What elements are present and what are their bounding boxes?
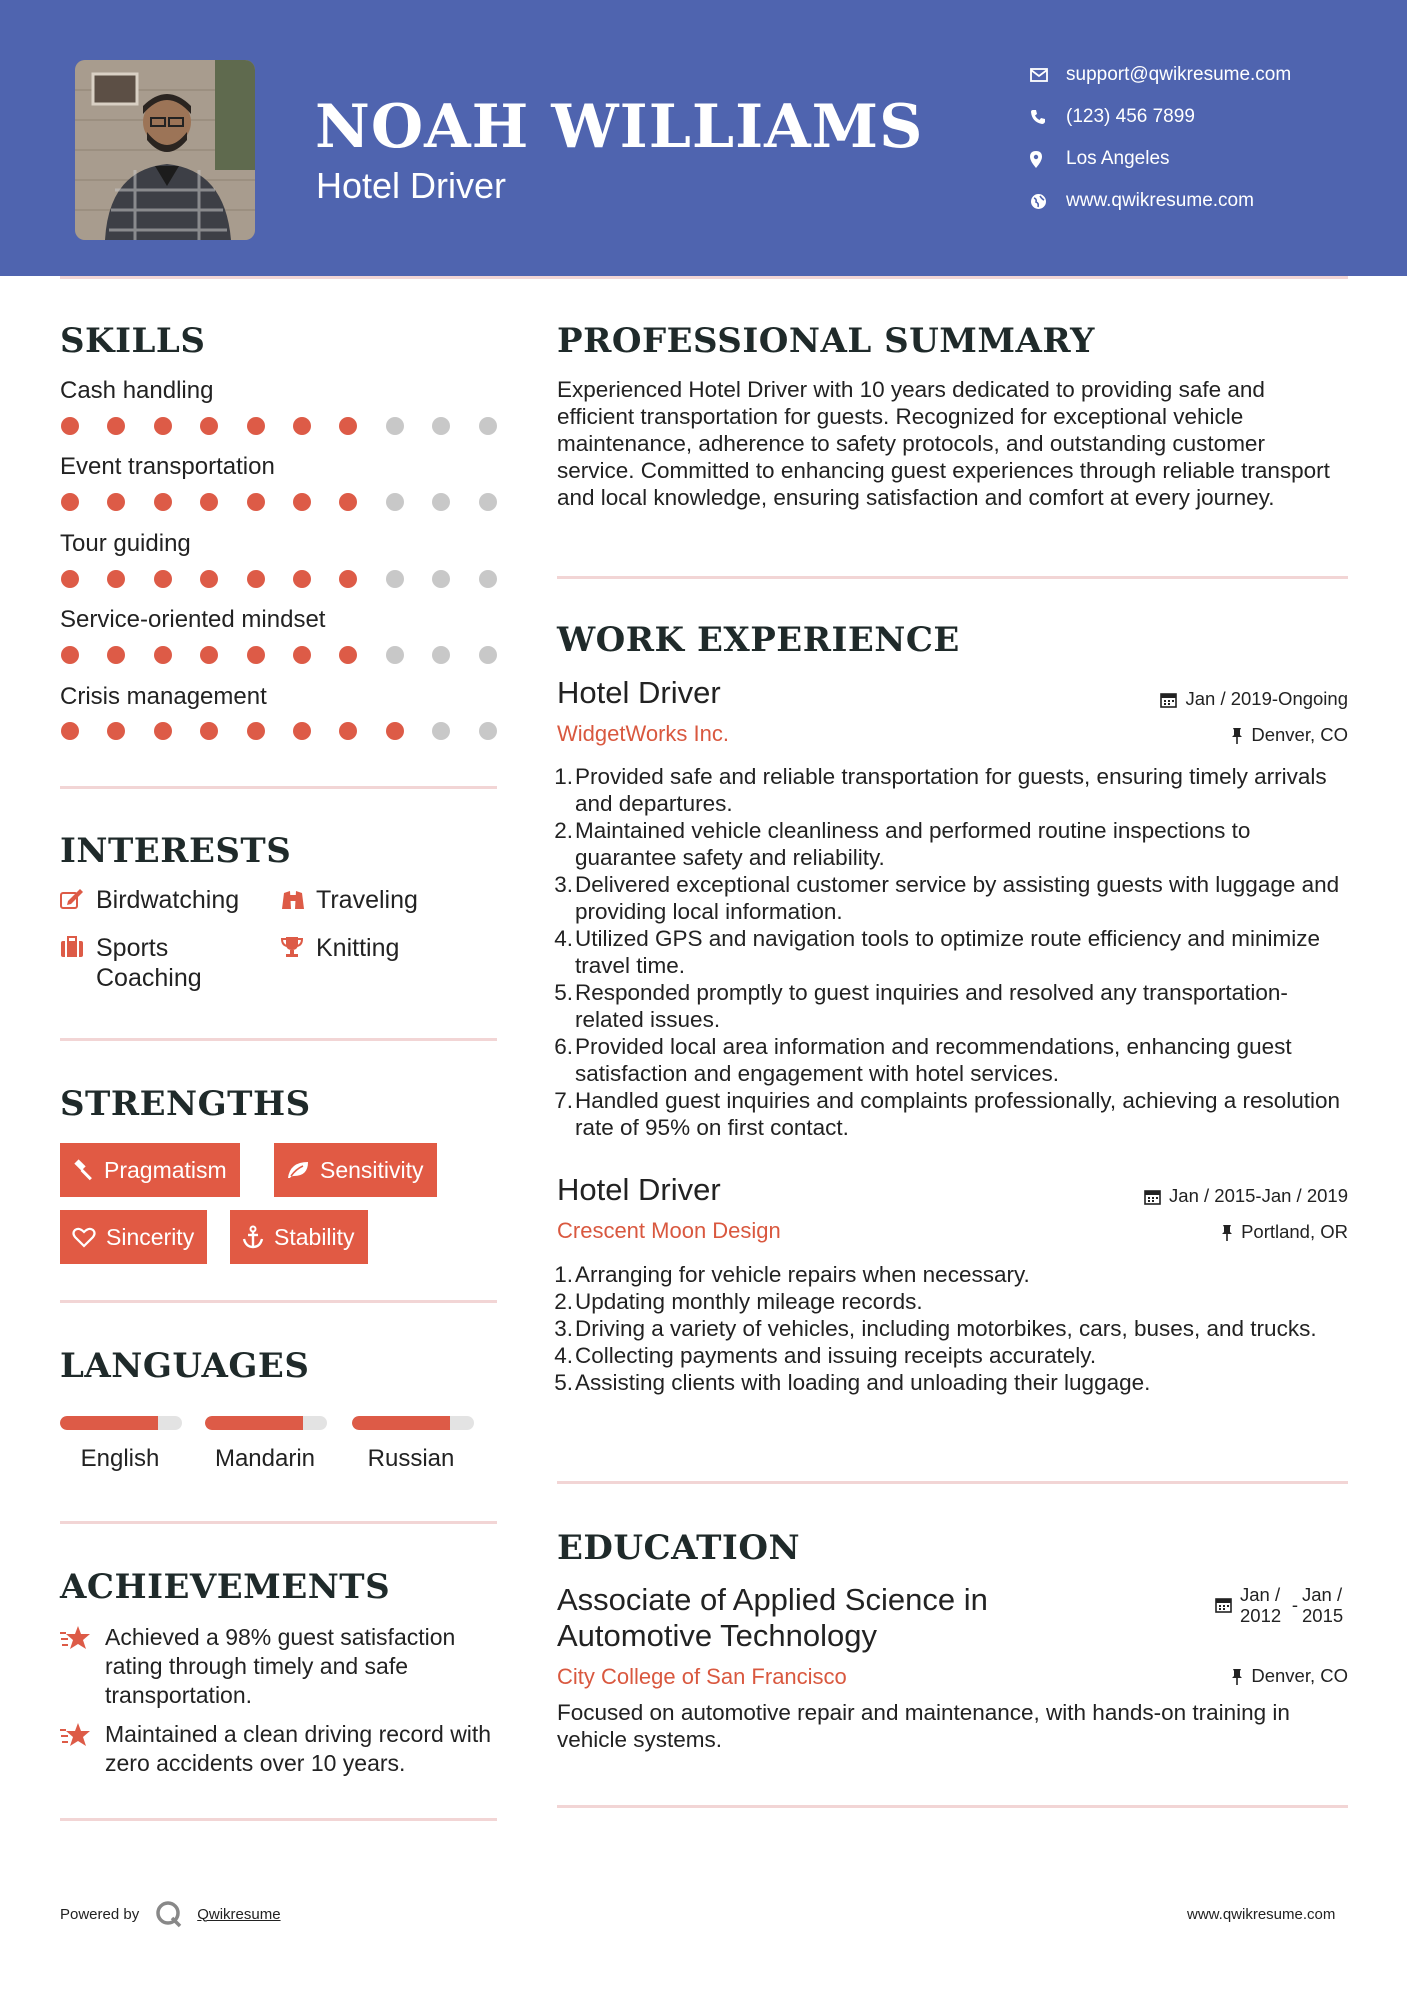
rating-dot-filled	[247, 722, 265, 740]
interest-label: Sports Coaching	[96, 934, 202, 992]
gavel-icon	[72, 1159, 94, 1181]
profile-photo	[75, 60, 255, 240]
rating-dot-filled	[247, 417, 265, 435]
map-pin-icon	[1030, 151, 1066, 168]
section-divider	[60, 1521, 497, 1524]
rating-dot-filled	[61, 646, 79, 664]
rating-dot-empty	[479, 417, 497, 435]
interest-label: Knitting	[316, 934, 400, 962]
contact-list	[1030, 54, 1291, 222]
rating-dot-filled	[247, 570, 265, 588]
pushpin-icon	[1231, 727, 1243, 744]
contact-location	[1030, 138, 1291, 180]
interest-label: Traveling	[316, 886, 418, 914]
achievement-item	[60, 1720, 500, 1778]
bullet-text: Provided safe and reliable transportation for guests, ensuring timely arrivals and departures.	[575, 764, 1327, 816]
skill-label: Service-oriented mindset	[60, 606, 326, 633]
language-name: Mandarin	[214, 1445, 316, 1472]
job-bullet	[554, 1315, 1348, 1342]
contact-email-text: support@qwikresume.com	[1066, 64, 1292, 85]
bullet-text: Responded promptly to guest inquiries and resolved any transportation-related issues.	[575, 980, 1288, 1032]
summary-text: Experienced Hotel Driver with 10 years dedicated to providing safe and efficient transportation for guests. Recognized for exceptional vehicle maintenance, adherence to safety protocols, and outstanding customer service. Committed to enhancing guest experiences through reliable transport and local knowledge, ensuring satisfaction and comfort at every journey.	[557, 377, 1330, 510]
job-bullets	[554, 1261, 1348, 1396]
bullet-text: Updating monthly mileage records.	[575, 1289, 923, 1314]
job-location-text: Portland, OR	[1241, 1221, 1348, 1242]
job-bullet	[554, 1087, 1348, 1141]
edit-icon	[60, 885, 96, 917]
bullet-number: 3.	[554, 872, 573, 897]
rating-dot-filled	[293, 722, 311, 740]
bullet-number: 5.	[554, 980, 573, 1005]
interest-item	[280, 885, 418, 918]
education-location	[1231, 1665, 1348, 1687]
contact-website[interactable]	[1030, 180, 1291, 222]
section-divider	[557, 576, 1348, 579]
bullet-number: 7.	[554, 1088, 573, 1113]
strength-label: Pragmatism	[104, 1156, 227, 1183]
rating-dot-filled	[293, 417, 311, 435]
rating-dot-filled	[107, 417, 125, 435]
rating-dot-filled	[154, 570, 172, 588]
contact-email[interactable]	[1030, 54, 1291, 96]
section-divider	[60, 786, 497, 789]
rating-dot-filled	[154, 493, 172, 511]
language-level-bar	[352, 1416, 474, 1430]
interest-label: Birdwatching	[96, 886, 240, 914]
bullet-text: Arranging for vehicle repairs when necessary.	[575, 1262, 1030, 1287]
qwikresume-logo-icon	[155, 1900, 183, 1928]
interest-item	[280, 933, 399, 965]
star-award-icon	[60, 1623, 105, 1710]
leaf-icon	[286, 1160, 310, 1180]
rating-dot-filled	[386, 722, 404, 740]
job-bullet	[554, 1261, 1348, 1288]
rating-dot-filled	[154, 722, 172, 740]
job-location	[1231, 724, 1348, 746]
candidate-title: Hotel Driver	[316, 165, 507, 206]
rating-dot-filled	[154, 417, 172, 435]
education-date-separator: -	[1291, 1594, 1299, 1615]
education-end-date: Jan / 2015	[1302, 1584, 1344, 1626]
powered-by-text: Powered by	[60, 1905, 140, 1923]
rating-dot-filled	[339, 417, 357, 435]
bullet-text: Provided local area information and recommendations, enhancing guest satisfaction and engagement with hotel services.	[575, 1034, 1292, 1086]
skill-rating	[61, 417, 525, 435]
job-bullet	[554, 979, 1348, 1033]
rating-dot-empty	[386, 493, 404, 511]
rating-dot-empty	[432, 570, 450, 588]
bullet-number: 5.	[554, 1370, 573, 1395]
skill-label: Cash handling	[60, 377, 214, 404]
job-bullets	[554, 763, 1348, 1141]
rating-dot-filled	[61, 722, 79, 740]
bullet-text: Assisting clients with loading and unloading their luggage.	[575, 1370, 1151, 1395]
contact-phone-text: (123) 456 7899	[1066, 106, 1195, 127]
job-location-text: Denver, CO	[1251, 724, 1348, 745]
languages-heading: LANGUAGES	[60, 1346, 310, 1386]
section-divider	[60, 1300, 497, 1303]
education-dates	[1215, 1584, 1348, 1626]
section-divider	[557, 1805, 1348, 1808]
briefcase-icon	[60, 933, 96, 993]
skills-heading: SKILLS	[60, 321, 206, 361]
bullet-text: Delivered exceptional customer service by assisting guests with luggage and providing local information.	[575, 872, 1340, 924]
achievement-text: Achieved a 98% guest satisfaction rating through timely and safe transportation.	[105, 1624, 456, 1708]
envelope-icon	[1030, 68, 1066, 82]
language-level-fill	[60, 1416, 158, 1430]
job-bullet	[554, 1369, 1348, 1396]
job-bullet	[554, 763, 1348, 817]
strength-label: Sincerity	[106, 1223, 195, 1250]
rating-dot-filled	[247, 646, 265, 664]
rating-dot-filled	[200, 417, 218, 435]
job-bullet	[554, 925, 1348, 979]
rating-dot-filled	[339, 646, 357, 664]
job-dates	[1144, 1185, 1348, 1207]
rating-dot-filled	[107, 646, 125, 664]
job-bullet	[554, 871, 1348, 925]
bullet-number: 2.	[554, 1289, 573, 1314]
candidate-name: NOAH WILLIAMS	[315, 92, 924, 162]
rating-dot-empty	[479, 493, 497, 511]
calendar-icon	[1215, 1596, 1232, 1613]
strength-badge	[60, 1143, 240, 1197]
job-title: Hotel Driver	[557, 675, 721, 710]
strength-badge	[274, 1143, 437, 1197]
strength-badge	[230, 1210, 368, 1264]
job-bullet	[554, 1288, 1348, 1315]
bullet-text: Maintained vehicle cleanliness and performed routine inspections to guarantee safety and reliability.	[575, 818, 1251, 870]
header-divider	[60, 276, 1348, 279]
rating-dot-empty	[432, 493, 450, 511]
pushpin-icon	[1221, 1224, 1233, 1241]
rating-dot-filled	[200, 570, 218, 588]
calendar-icon	[1144, 1188, 1161, 1205]
footer-powered-by	[60, 1900, 281, 1928]
bullet-text: Utilized GPS and navigation tools to optimize route efficiency and minimize travel time.	[575, 926, 1320, 978]
bullet-number: 1.	[554, 1262, 573, 1287]
star-award-icon	[60, 1720, 105, 1778]
trophy-icon	[280, 933, 316, 965]
language-level-bar	[205, 1416, 327, 1430]
rating-dot-empty	[386, 570, 404, 588]
rating-dot-filled	[61, 417, 79, 435]
bullet-text: Collecting payments and issuing receipts accurately.	[575, 1343, 1097, 1368]
rating-dot-filled	[339, 570, 357, 588]
education-description: Focused on automotive repair and maintenance, with hands-on training in vehicle systems.	[557, 1700, 1290, 1752]
rating-dot-filled	[61, 570, 79, 588]
strength-badge	[60, 1210, 207, 1264]
strength-label: Sensitivity	[320, 1156, 424, 1183]
rating-dot-filled	[154, 646, 172, 664]
rating-dot-filled	[200, 493, 218, 511]
job-location	[1221, 1221, 1348, 1243]
rating-dot-empty	[479, 570, 497, 588]
school-name: City College of San Francisco	[557, 1664, 847, 1689]
rating-dot-filled	[107, 570, 125, 588]
education-start-date: Jan / 2012	[1240, 1584, 1282, 1626]
language-level-fill	[205, 1416, 303, 1430]
interest-item	[60, 933, 270, 993]
qwikresume-link[interactable]: Qwikresume	[197, 1905, 281, 1923]
heart-icon	[72, 1227, 96, 1248]
section-divider	[60, 1038, 497, 1041]
rating-dot-empty	[479, 646, 497, 664]
bullet-number: 6.	[554, 1034, 573, 1059]
skill-rating	[61, 646, 525, 664]
rating-dot-empty	[432, 417, 450, 435]
education-location-text: Denver, CO	[1251, 1665, 1348, 1686]
skill-rating	[61, 570, 525, 588]
contact-location-text: Los Angeles	[1066, 148, 1170, 169]
skill-rating	[61, 493, 525, 511]
rating-dot-filled	[200, 722, 218, 740]
job-dates	[1160, 688, 1348, 710]
footer-url[interactable]: www.qwikresume.com	[1187, 1906, 1336, 1923]
job-bullet	[554, 817, 1348, 871]
calendar-icon	[1160, 691, 1177, 708]
job-dates-text: Jan / 2019-Ongoing	[1185, 688, 1348, 709]
anchor-icon	[242, 1225, 264, 1249]
rating-dot-filled	[200, 646, 218, 664]
bullet-number: 3.	[554, 1316, 573, 1341]
company-name: WidgetWorks Inc.	[557, 721, 729, 746]
rating-dot-empty	[386, 646, 404, 664]
rating-dot-empty	[479, 722, 497, 740]
experience-heading: WORK EXPERIENCE	[557, 620, 960, 660]
contact-phone[interactable]	[1030, 96, 1291, 138]
education-heading: EDUCATION	[557, 1528, 801, 1568]
rating-dot-filled	[247, 493, 265, 511]
bullet-number: 4.	[554, 1343, 573, 1368]
skill-rating	[61, 722, 525, 740]
skill-label: Crisis management	[60, 683, 267, 710]
rating-dot-filled	[339, 722, 357, 740]
job-bullet	[554, 1033, 1348, 1087]
bullet-number: 4.	[554, 926, 573, 951]
pushpin-icon	[1231, 1668, 1243, 1685]
job-bullet	[554, 1342, 1348, 1369]
skill-label: Event transportation	[60, 453, 275, 480]
interests-heading: INTERESTS	[60, 831, 292, 871]
rating-dot-filled	[293, 646, 311, 664]
achievements-heading: ACHIEVEMENTS	[60, 1567, 391, 1607]
degree-title: Associate of Applied Science in Automotive Technology	[557, 1582, 988, 1653]
language-name: Russian	[367, 1445, 455, 1472]
rating-dot-filled	[107, 722, 125, 740]
interest-item	[60, 885, 239, 917]
binoculars-icon	[280, 885, 316, 918]
bullet-number: 1.	[554, 764, 573, 789]
section-divider	[60, 1818, 497, 1821]
globe-icon	[1030, 193, 1066, 210]
bullet-text: Handled guest inquiries and complaints professionally, achieving a resolution rate of 95% on first contact.	[575, 1088, 1341, 1140]
header-banner	[0, 0, 1407, 276]
strength-label: Stability	[274, 1223, 355, 1250]
phone-icon	[1030, 109, 1066, 125]
bullet-number: 2.	[554, 818, 573, 843]
rating-dot-empty	[386, 417, 404, 435]
skill-label: Tour guiding	[60, 530, 191, 557]
strengths-heading: STRENGTHS	[60, 1084, 311, 1124]
company-name: Crescent Moon Design	[557, 1218, 781, 1243]
achievement-text: Maintained a clean driving record with zero accidents over 10 years.	[105, 1721, 492, 1776]
language-level-bar	[60, 1416, 182, 1430]
job-dates-text: Jan / 2015-Jan / 2019	[1169, 1185, 1348, 1206]
rating-dot-filled	[293, 570, 311, 588]
rating-dot-empty	[432, 646, 450, 664]
language-name: English	[80, 1445, 160, 1472]
rating-dot-filled	[339, 493, 357, 511]
section-divider	[557, 1481, 1348, 1484]
job-title: Hotel Driver	[557, 1172, 721, 1207]
rating-dot-empty	[432, 722, 450, 740]
rating-dot-filled	[107, 493, 125, 511]
bullet-text: Driving a variety of vehicles, including motorbikes, cars, buses, and trucks.	[575, 1316, 1317, 1341]
contact-website-text: www.qwikresume.com	[1066, 190, 1254, 211]
language-level-fill	[352, 1416, 450, 1430]
rating-dot-filled	[293, 493, 311, 511]
rating-dot-filled	[61, 493, 79, 511]
achievement-item	[60, 1623, 500, 1710]
summary-heading: PROFESSIONAL SUMMARY	[557, 321, 1095, 361]
